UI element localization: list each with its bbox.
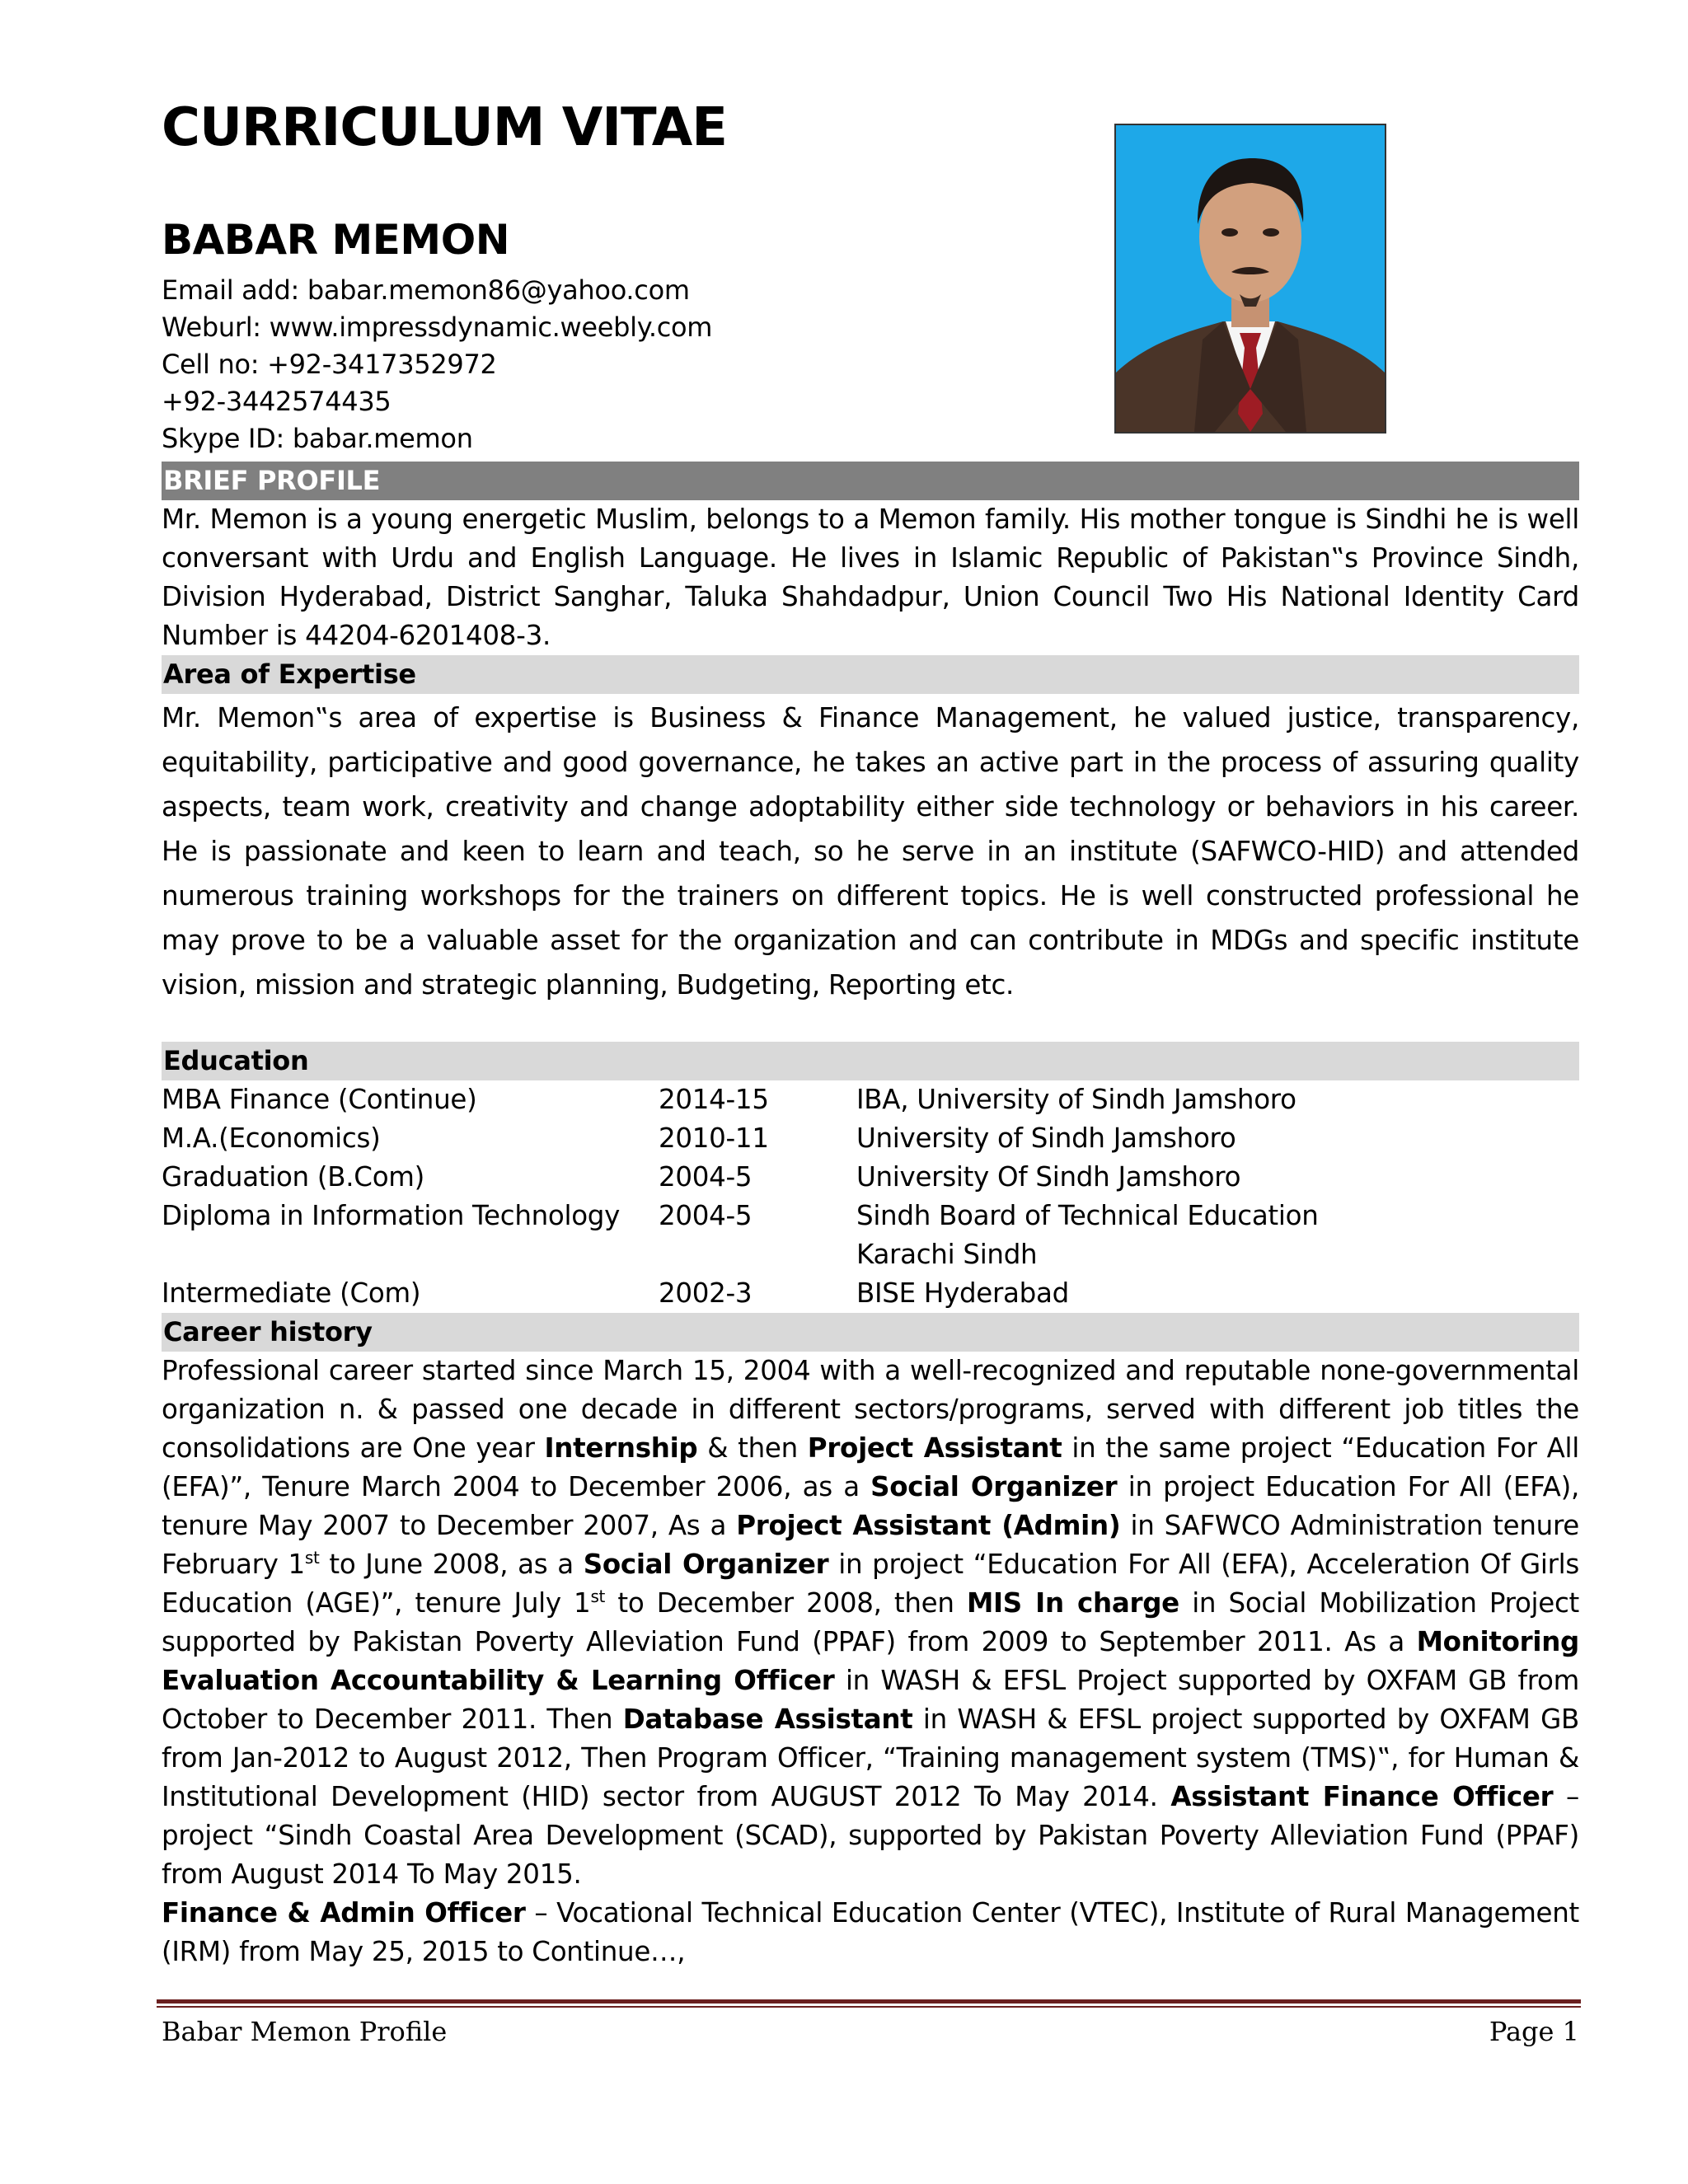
- career-role-internship: Internship: [544, 1432, 698, 1464]
- institution-cell: IBA, University of Sindh Jamshoro: [856, 1084, 1296, 1115]
- career-text: in project Education For All (EFA), tenure May 2007 to December 2007, As a: [162, 1471, 1579, 1541]
- career-text: in the same project “Education For All (EFA)”, Tenure March 2004 to December 2006, as a: [162, 1432, 1580, 1502]
- career-text: Professional career started since March 15, 2004 with a well-recognized and reputable none-governmental organization n. & passed one decade in different sectors/programs, served with different job titles the consolidations are One year: [162, 1355, 1579, 1464]
- page-number: Page 1: [1489, 2016, 1579, 2047]
- career-role-social-organizer: Social Organizer: [583, 1549, 829, 1580]
- table-row: [162, 1274, 1579, 1313]
- expertise-heading: Area of Expertise: [162, 655, 1579, 694]
- career-role-project-assistant: Project Assistant: [807, 1432, 1062, 1464]
- career-role-database-assistant: Database Assistant: [622, 1704, 913, 1735]
- section-spacer: [162, 1007, 1579, 1042]
- year-cell: 2014-15: [659, 1084, 769, 1115]
- year-cell: 2004-5: [659, 1200, 753, 1231]
- page-footer: [162, 2011, 1579, 2052]
- footer-divider: [157, 1999, 1581, 2004]
- second-cell-number-line: +92-3442574435: [162, 386, 392, 417]
- year-cell: 2004-5: [659, 1161, 753, 1193]
- footer-divider-thin: [157, 2006, 1581, 2008]
- career-text: & then: [697, 1432, 808, 1464]
- career-role-finance-admin-officer: Finance & Admin Officer: [162, 1897, 526, 1929]
- career-text: to June 2008, as a: [319, 1549, 584, 1580]
- career-text: – Vocational Technical Education Center (VTEC), Institute of Rural Management (IRM) from May 25, 2015 to Continue…,: [162, 1897, 1579, 1967]
- education-table: [162, 1080, 1579, 1313]
- career-role-meal-officer: Monitoring Evaluation Accountability & Learning Officer: [162, 1626, 1579, 1696]
- brief-profile-text: Mr. Memon is a young energetic Muslim, belongs to a Memon family. His mother tongue is Sindhi he is well conversant with Urdu and English Language. He lives in Islamic Republic of Pakistan‟s Province Sindh, Division Hyderabad, District Sanghar, Taluka Shahdadpur, Union Council Two His National Identity Card Number is 44204-6201408-3.: [162, 504, 1579, 651]
- education-heading: Education: [162, 1042, 1579, 1080]
- degree-cell: Graduation (B.Com): [162, 1161, 425, 1193]
- web-url-line: Weburl: www.impressdynamic.weebly.com: [162, 312, 713, 343]
- career-text: in Social Mobilization Project supported by Pakistan Poverty Alleviation Fund (PPAF) from 2009 to September 2011. As a: [162, 1587, 1579, 1657]
- career-text: to December 2008, then: [605, 1587, 967, 1619]
- career-text: in WASH & EFSL project supported by OXFAM GB from Jan-2012 to August 2012, Then Program Officer, “Training management system (TMS)‟, for Human & Institutional Development (HID) sector from AUGUST 2012 To May 2014.: [162, 1704, 1579, 1812]
- career-history-paragraph: [162, 1352, 1579, 1894]
- skype-id-line: Skype ID: babar.memon: [162, 423, 473, 454]
- expertise-text: Mr. Memon‟s area of expertise is Business & Finance Management, he valued justice, transparency, equitability, participative and good governance, he takes an active part in the process of assuring quality aspects, team work, creativity and change adoptability either side technology or behaviors in his career. He is passionate and keen to learn and teach, so he serve in an institute (SAFWCO-HID) and attended numerous training workshops for the trainers on different topics. He is well constructed professional he may prove to be a valuable asset for the organization and can contribute in MDGs and specific institute vision, mission and strategic planning, Budgeting, Reporting etc.: [162, 702, 1579, 1001]
- table-row: [162, 1119, 1579, 1158]
- email-line: Email add: babar.memon86@yahoo.com: [162, 274, 690, 306]
- degree-cell: Intermediate (Com): [162, 1277, 421, 1309]
- career-role-project-assistant-admin: Project Assistant (Admin): [736, 1510, 1121, 1541]
- ordinal-suffix: st: [590, 1586, 606, 1607]
- career-role-assistant-finance-officer: Assistant Finance Officer: [1170, 1781, 1554, 1812]
- institution-cell: University of Sindh Jamshoro: [856, 1122, 1236, 1154]
- cell-number-line: Cell no: +92-3417352972: [162, 349, 497, 380]
- institution-cell: Sindh Board of Technical Education Karachi Sindh: [856, 1200, 1319, 1270]
- career-text: – project “Sindh Coastal Area Development (SCAD), supported by Pakistan Poverty Alleviation Fund (PPAF) from August 2014 To May 2015.: [162, 1781, 1579, 1890]
- career-text: in project “Education For All (EFA), Acceleration Of Girls Education (AGE)”, tenure July 1: [162, 1549, 1579, 1619]
- document-title: CURRICULUM VITAE: [162, 97, 727, 158]
- brief-profile-heading: BRIEF PROFILE: [162, 462, 1579, 500]
- degree-cell: Diploma in Information Technology: [162, 1200, 621, 1231]
- cv-content: [162, 462, 1579, 1971]
- career-role-social-organizer: Social Organizer: [870, 1471, 1118, 1502]
- career-text: in SAFWCO Administration tenure February 1: [162, 1510, 1580, 1580]
- contact-block: [162, 272, 712, 457]
- table-row: [162, 1158, 1579, 1197]
- career-role-mis-in-charge: MIS In charge: [966, 1587, 1179, 1619]
- career-current-role-paragraph: [162, 1894, 1579, 1971]
- year-cell: 2010-11: [659, 1122, 769, 1154]
- ordinal-suffix: st: [304, 1548, 320, 1568]
- career-text: in WASH & EFSL Project supported by OXFAM GB from October to December 2011. Then: [162, 1665, 1579, 1735]
- profile-photo: [1114, 124, 1386, 434]
- degree-cell: M.A.(Economics): [162, 1122, 381, 1154]
- table-row: [162, 1080, 1579, 1119]
- year-cell: 2002-3: [659, 1277, 753, 1309]
- portrait-illustration: [1116, 125, 1385, 432]
- candidate-name: BABAR MEMON: [162, 216, 510, 264]
- degree-cell: MBA Finance (Continue): [162, 1084, 477, 1115]
- table-row: [162, 1197, 1579, 1274]
- footer-document-name: Babar Memon Profile: [162, 2016, 448, 2047]
- institution-cell: BISE Hyderabad: [856, 1277, 1069, 1309]
- career-history-heading: Career history: [162, 1313, 1579, 1352]
- institution-cell: University Of Sindh Jamshoro: [856, 1161, 1241, 1193]
